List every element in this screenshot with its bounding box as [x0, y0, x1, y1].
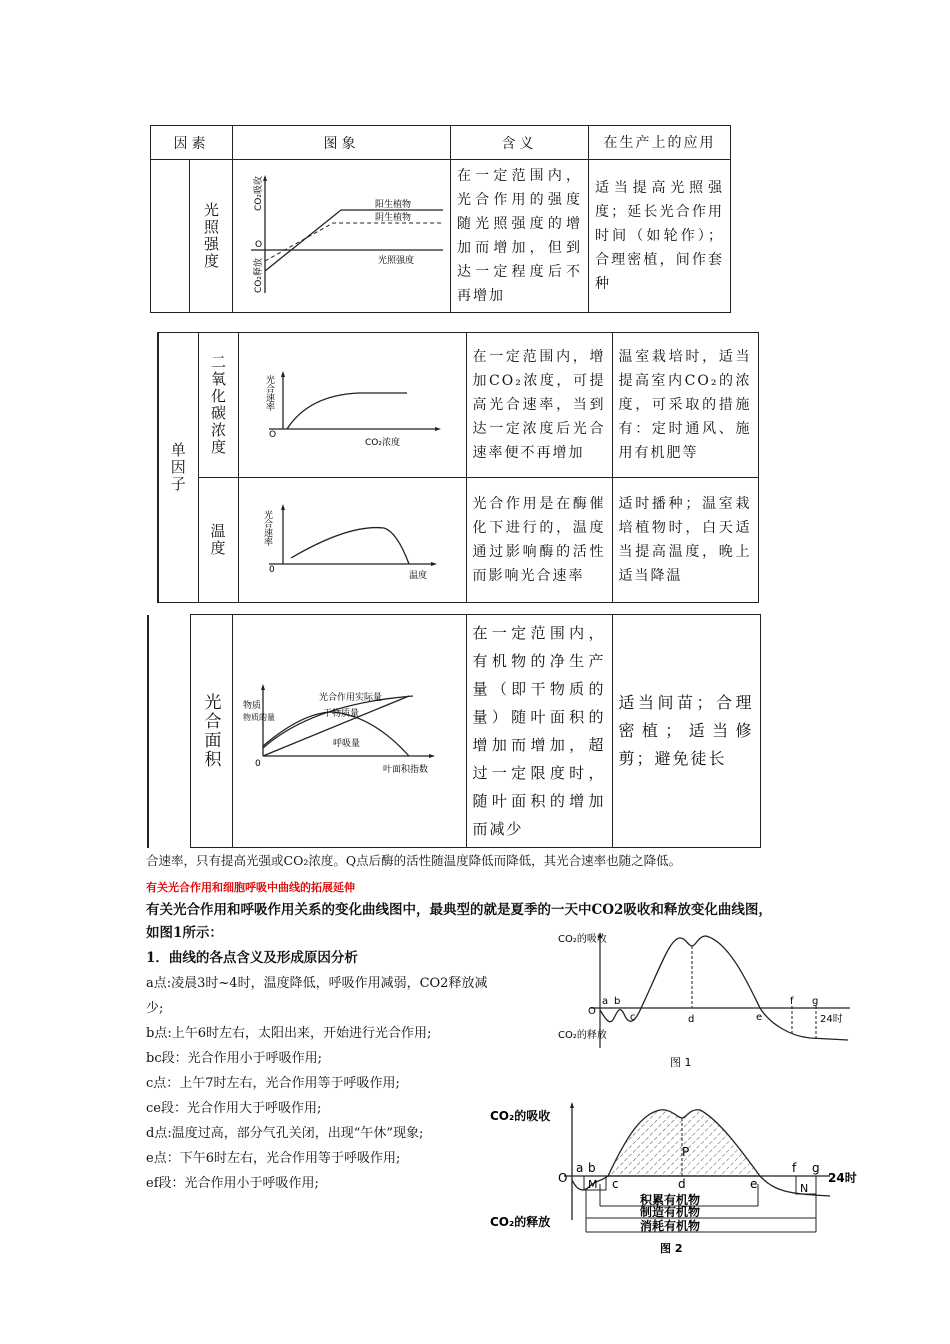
fig1-x-end: 24时	[820, 1014, 843, 1025]
co2-graph	[239, 333, 467, 473]
bold-line1: 有关光合作用和呼吸作用关系的变化曲线图中，最典型的就是夏季的一天中CO2吸收和释放变化曲线图，	[146, 902, 772, 918]
fig1-point-g: g	[812, 996, 819, 1007]
leaf-c1-label: 光合作用实际量	[318, 693, 382, 703]
figure-2	[490, 1100, 870, 1262]
fig2-point-d: d	[678, 1177, 686, 1191]
leaf-y-label: 物质的量	[242, 713, 275, 722]
factor-co2: 二氧化碳浓度	[209, 354, 227, 456]
origin-label: O	[255, 240, 263, 250]
fig2-point-c: c	[612, 1177, 619, 1191]
fig2-point-e: e	[750, 1177, 758, 1191]
co2-y-label: 光合速率	[263, 375, 274, 411]
application-temperature: 适时播种；温室栽培植物时，白天适当提高温度，晚上适当降温	[612, 478, 758, 603]
fig1-y-top: CO₂的吸收	[558, 934, 607, 945]
fig2-x-end: 24时	[828, 1171, 857, 1185]
red-title: 有关光合作用和细胞呼吸中曲线的拓展延伸	[146, 881, 355, 894]
fig2-band3: 消耗有机物	[640, 1219, 701, 1233]
factor-leaf-area: 光合面积	[200, 693, 221, 769]
fig2-band1: 积累有机物	[640, 1193, 701, 1207]
y-neg-label: CO₂释放	[254, 258, 264, 293]
meaning-temperature: 光合作用是在酶催化下进行的，温度通过影响酶的活性而影响光合速率	[466, 478, 612, 603]
bold-line2: 如图1所示：	[146, 925, 223, 941]
paragraph-line1: 合速率，只有提高光强或CO₂浓度。Q点后酶的活性随温度降低而降低，其光合速率也随之降低。	[146, 853, 682, 868]
fig1-point-c: c	[630, 1012, 636, 1023]
application-co2: 温室栽培时，适当提高室内CO₂的浓度，可采取的措施有：定时通风、施用有机肥等	[612, 333, 758, 478]
line1-label: 阳生植物	[375, 200, 412, 210]
x-label: 光照强度	[378, 256, 415, 266]
meaning-leaf-area: 在一定范围内，有机物的净生产量（即干物质的量）随叶面积的增加而增加，超过一定限度时，随叶面积的增加而减少	[466, 615, 612, 848]
factor-light: 光照强度	[202, 202, 220, 270]
leaf-area-graph	[233, 626, 467, 832]
group-label: 单因子	[168, 442, 187, 493]
header-meaning: 含义	[451, 126, 589, 160]
fig2-y-top: CO₂的吸收	[490, 1109, 551, 1123]
fig2-n: N	[800, 1182, 809, 1195]
application-leaf-area: 适当间苗；合理密植；适当修剪；避免徒长	[612, 615, 760, 848]
leaf-y-label-1: 物质	[242, 701, 261, 711]
table-single-factor	[157, 332, 759, 603]
fig1-point-d: d	[688, 1014, 695, 1025]
fig2-p: P	[682, 1145, 690, 1159]
temp-x-label: 温度	[408, 571, 427, 581]
fig1-point-f: f	[790, 996, 794, 1007]
line2-label: 阴生植物	[375, 213, 412, 223]
fig2-y-bottom: CO₂的释放	[490, 1215, 551, 1229]
co2-x-label: CO₂浓度	[364, 438, 400, 448]
fig1-point-e: e	[756, 1012, 763, 1023]
figure-1	[550, 928, 860, 1078]
fig1-point-a: a	[602, 996, 609, 1007]
header-factor: 因素	[151, 126, 233, 160]
leaf-c2-label: 干物质量	[322, 709, 359, 719]
table-light-intensity	[150, 125, 731, 313]
fig2-band2: 制造有机物	[640, 1205, 701, 1219]
fig1-point-b: b	[614, 996, 621, 1007]
item-5: ce段：光合作用大于呼吸作用;	[146, 1101, 322, 1116]
fig2-caption: 图 2	[660, 1242, 683, 1255]
meaning-light: 在一定范围内，光合作用的强度随光照强度的增加而增加，但到达一定程度后不再增加	[451, 160, 589, 313]
item-2: b点:上午6时左右，太阳出来，开始进行光合作用;	[146, 1026, 432, 1041]
header-application: 在生产上的应用	[589, 126, 731, 160]
item-7: e点：下午6时左右，光合作用等于呼吸作用;	[146, 1151, 401, 1166]
item-0: a点:凌晨3时~4时，温度降低，呼吸作用减弱，CO2释放减	[146, 976, 488, 991]
fig1-y-bottom: CO₂的释放	[558, 1030, 607, 1041]
fig1-origin: O	[588, 1006, 596, 1017]
factor-temperature: 温度	[208, 523, 227, 557]
fig2-m: M	[588, 1178, 598, 1191]
fig2-point-b: b	[588, 1161, 596, 1175]
light-graph	[233, 165, 451, 303]
table-leaf-area	[147, 614, 761, 848]
leaf-x-label: 叶面积指数	[382, 765, 428, 775]
fig1-caption: 图 1	[670, 1056, 692, 1069]
section-title: 1．曲线的各点含义及形成原因分析	[146, 950, 358, 966]
item-1: 少;	[146, 1001, 164, 1016]
header-graph: 图象	[233, 126, 451, 160]
fig2-origin: O	[558, 1171, 568, 1185]
fig2-point-f: f	[792, 1161, 797, 1175]
fig2-point-a: a	[576, 1161, 584, 1175]
item-6: d点:温度过高，部分气孔关闭，出现“午休”现象;	[146, 1126, 424, 1141]
item-4: c点：上午7时左右，光合作用等于呼吸作用;	[146, 1076, 400, 1091]
temperature-graph	[239, 478, 467, 598]
y-pos-label: CO₂吸收	[254, 176, 264, 211]
co2-origin: O	[268, 430, 276, 440]
meaning-co2: 在一定范围内，增加CO₂浓度，可提高光合速率，当到达一定浓度后光合速率便不再增加	[466, 333, 612, 478]
fig2-point-g: g	[812, 1161, 820, 1175]
temp-origin: 0	[268, 565, 275, 575]
item-3: bc段：光合作用小于呼吸作用;	[146, 1051, 322, 1066]
temp-y-label: 光合速率	[261, 510, 272, 546]
application-light: 适当提高光照强度；延长光合作用时间（如轮作）；合理密植，间作套种	[589, 160, 731, 313]
leaf-origin: 0	[254, 759, 261, 769]
item-8: ef段：光合作用小于呼吸作用;	[146, 1176, 319, 1191]
leaf-c3-label: 呼吸量	[332, 739, 360, 749]
